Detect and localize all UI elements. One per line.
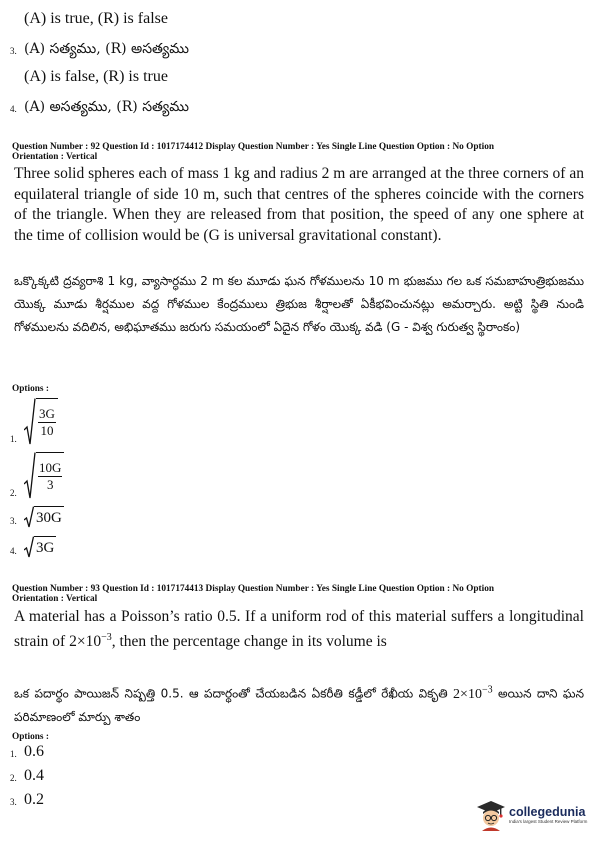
prev-option-4 xyxy=(10,98,189,116)
q93-telugu-part-a: ఒక పదార్థం పాయిజన్ నిష్పత్తి 0.5. ఆ పదార్థంతో చేయబడిన ఏకరీతి కడ్డీలో రేఖీయ వికృతి xyxy=(14,686,448,701)
radical-sign-icon xyxy=(24,506,34,528)
radicand: 3G xyxy=(34,536,56,558)
q93-option-1[interactable] xyxy=(10,743,44,761)
option-number: 4. xyxy=(10,546,17,556)
strain-value xyxy=(69,633,112,650)
square-root xyxy=(24,506,64,528)
q93-text-telugu xyxy=(14,678,584,729)
q92-option-1[interactable] xyxy=(10,398,58,446)
option-text: 0.6 xyxy=(24,743,44,760)
strain-base: 2×10 xyxy=(69,632,102,650)
radical-sign-icon xyxy=(24,536,34,558)
graduate-mascot-icon xyxy=(476,799,506,831)
radical-sign-icon xyxy=(24,398,36,446)
strain-base: 2×10 xyxy=(453,686,482,702)
option-number: 2. xyxy=(10,488,17,498)
square-root xyxy=(24,536,56,558)
prev-option-3 xyxy=(10,40,189,58)
q92-options-label: Options : xyxy=(12,384,49,394)
option-number: 4. xyxy=(10,104,17,114)
numerator: 10G xyxy=(39,460,62,475)
option-text: (A) అసత్యము, (R) సత్యము xyxy=(24,99,189,115)
q92-option-3[interactable] xyxy=(10,506,64,528)
q93-text-part-b: , then the percentage change in its volume is xyxy=(111,632,387,650)
option-number: 3. xyxy=(10,797,17,807)
q92-option-2[interactable] xyxy=(10,452,64,500)
option-number: 2. xyxy=(10,773,17,783)
option-number: 3. xyxy=(10,46,17,56)
q92-option-4[interactable] xyxy=(10,536,56,558)
q92-meta-line-1: Question Number : 92 Question Id : 1017174412 Display Question Number : Yes Single Line Question Option : No Option xyxy=(12,142,495,152)
q92-meta-line-2: Orientation : Vertical xyxy=(12,152,98,162)
q93-option-2[interactable] xyxy=(10,767,44,785)
radicand: 30G xyxy=(34,506,64,528)
option-number: 1. xyxy=(10,434,17,444)
q92-text-telugu: ఒక్కొక్కటి ద్రవ్యరాశి 1 kg, వ్యాసార్ధము 2 m కల మూడు ఘన గోళములను 10 m భుజము గల ఒక సమబాహుత్రిభుజము యొక్క మూడు శీర్షముల వద్ద గోళముల కేంద్రములు త్రిభుజ శీర్షాలతో ఏకీభవించునట్లు అమర్చారు. అట్టి స్థితి నుండి గోళములను వదిలిన, అభిఘాతము జరుగు సమయంలో ఏదైన గోళం యొక్క వడి (G - విశ్వ గురుత్వ స్థిరాంకం) xyxy=(14,274,584,334)
prev-option-3-line-2: (A) is false, (R) is true xyxy=(24,68,168,85)
logo-tagline: India's largest Student Review Platform xyxy=(509,818,588,824)
q93-option-3[interactable] xyxy=(10,791,44,809)
option-number: 1. xyxy=(10,749,17,759)
square-root-fraction xyxy=(24,398,58,446)
q93-text-part-a: A material has a Poisson’s ratio 0.5. If a uniform rod of this material suffers a longitudinal strain of xyxy=(14,608,584,650)
option-text: 0.4 xyxy=(24,767,44,784)
option-text: (A) సత్యము, (R) అసత్యము xyxy=(24,41,189,57)
q92-text-english: Three solid spheres each of mass 1 kg and radius 2 m are arranged at the three corners of an equilateral triangle of side 10 m, such that centres of the spheres coincide with the corners of the triangle. When they are released from that position, the speed of any one sphere at the time of collision would be (G is universal gravitational constant). xyxy=(14,165,584,244)
radical-sign-icon xyxy=(24,452,36,500)
prev-option-2-line: (A) is true, (R) is false xyxy=(24,10,168,27)
strain-exponent: −3 xyxy=(101,631,112,643)
logo-name: collegedunia xyxy=(509,804,586,819)
option-text: 0.2 xyxy=(24,791,44,808)
numerator: 3G xyxy=(39,406,55,421)
q93-telugu-part-b: అయిన దాని ఘన పరిమాణంలో మార్పు శాతం xyxy=(14,686,584,724)
strain-exponent: −3 xyxy=(481,684,493,695)
denominator: 3 xyxy=(46,477,54,492)
q93-text-english xyxy=(14,607,584,652)
q93-meta-line-2: Orientation : Vertical xyxy=(12,594,98,604)
collegedunia-logo xyxy=(476,796,588,834)
q93-options-label: Options : xyxy=(12,732,49,742)
denominator: 10 xyxy=(40,423,54,438)
square-root-fraction xyxy=(24,452,64,500)
option-number: 3. xyxy=(10,516,17,526)
strain-value-telugu xyxy=(453,684,493,702)
q93-meta-line-1: Question Number : 93 Question Id : 1017174413 Display Question Number : Yes Single Line Question Option : No Option xyxy=(12,584,495,594)
